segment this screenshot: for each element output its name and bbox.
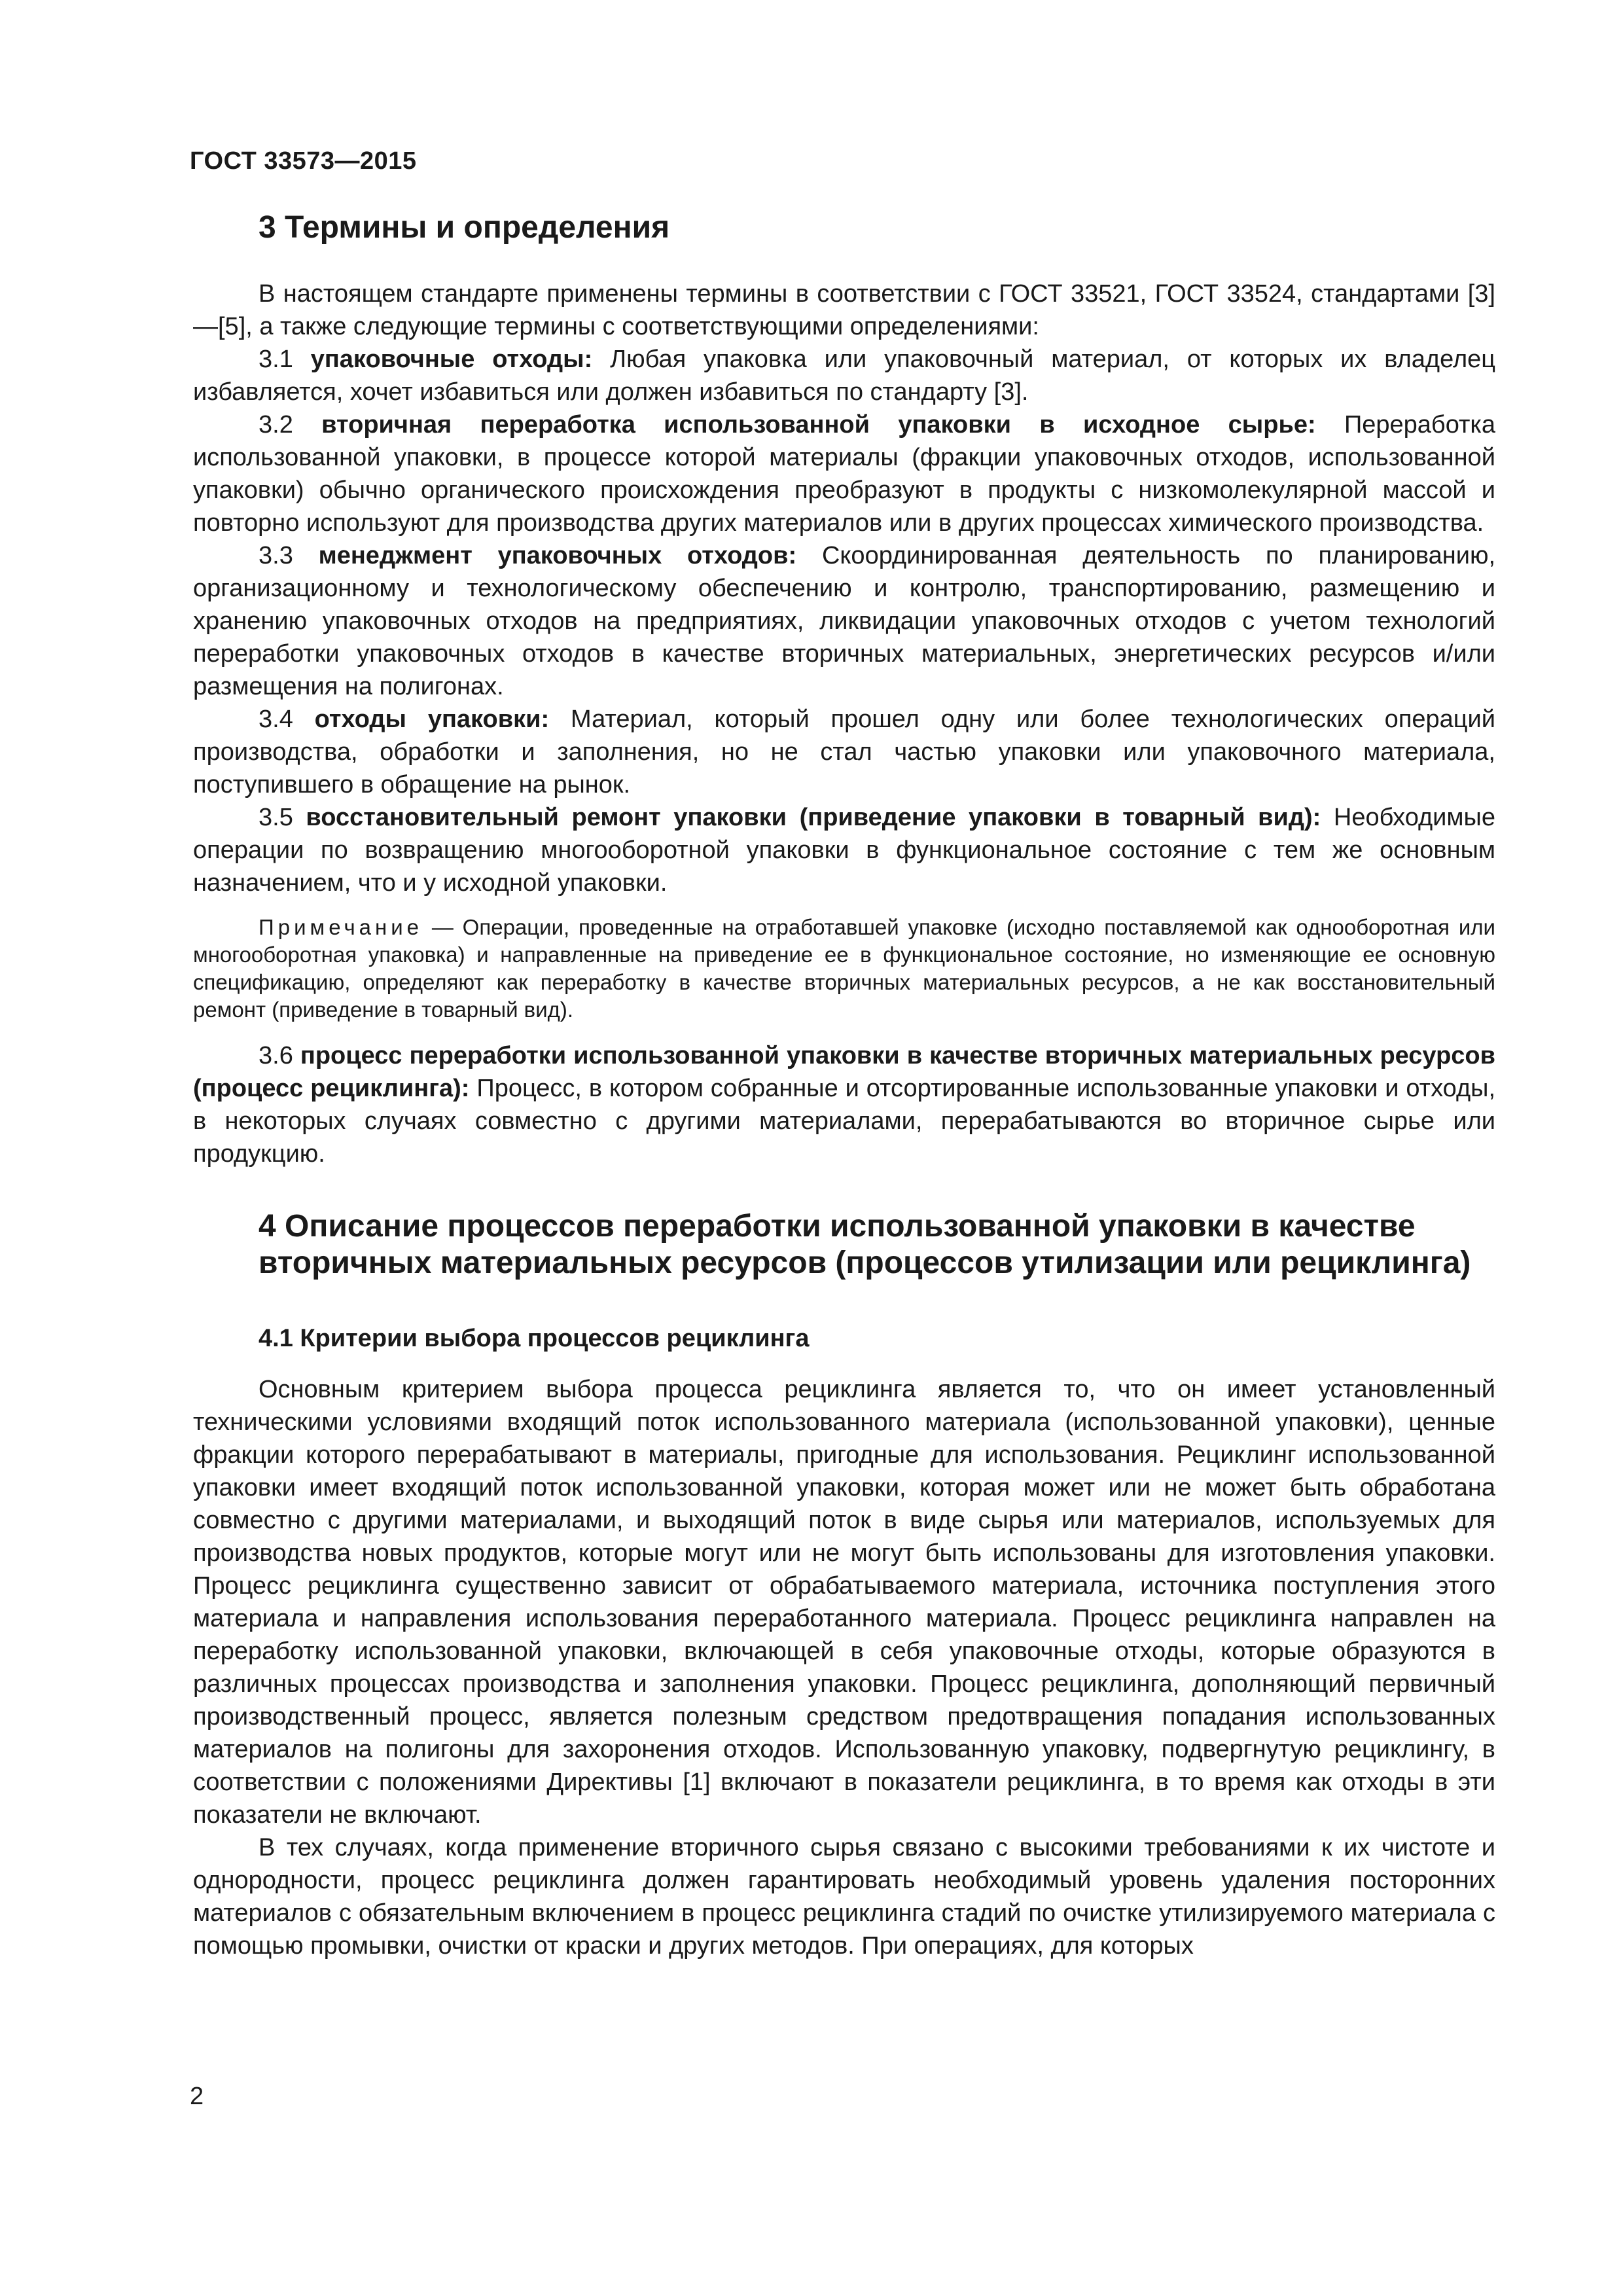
note-label: Примечание — [259, 915, 423, 939]
term-definition: Любая упаковка или упаковочный материал, от которых их владелец избавляется, хочет избавиться или должен избавиться по стандарту [3]. — [193, 346, 1496, 406]
term-definition: Переработка использованной упаковки, в процессе которой материалы (фракции упаковочных отходов, использованной упаковки) обычно органического происхождения преобразуют в продукты с низкомолекулярной массой и повторно используют для производства других материалов или в других процессах химического производства. — [193, 411, 1495, 537]
page-content — [193, 209, 1495, 1962]
term-3-1 — [193, 343, 1495, 408]
term-definition: Процесс, в котором собранные и отсортированные использованные упаковки и отходы, в некоторых случаях совместно с другими материалами, перерабатываются во вторичное сырье или продукцию. — [193, 1075, 1496, 1168]
term-number: 3.5 — [259, 804, 293, 831]
term-number: 3.1 — [259, 346, 293, 373]
section-4-1-title: 4.1 Критерии выбора процессов рециклинга — [259, 1325, 810, 1352]
term-number: 3.3 — [259, 542, 293, 569]
document-id: ГОСТ 33573—2015 — [190, 147, 417, 175]
term-3-4 — [193, 703, 1495, 801]
section-3-intro: В настоящем стандарте применены термины в соответствии с ГОСТ 33521, ГОСТ 33524, стандартами [3]—[5], а также следующие термины с соответствующими определениями: — [193, 280, 1495, 340]
term-name: процесс переработки использованной упаковки в качестве вторичных материальных ресурсов (процесс рециклинга): — [193, 1042, 1495, 1102]
note — [193, 914, 1495, 1024]
term-name: вторичная переработка использованной упаковки в исходное сырье: — [321, 411, 1316, 439]
term-definition: Необходимые операции по возвращению многооборотной упаковки в функциональное состояние с тем же основным назначением, что и у исходной упаковки. — [193, 804, 1495, 897]
section-4-1-paragraph: Основным критерием выбора процесса рециклинга является то, что он имеет установленный техническими условиями входящий поток использованного материала (использованной упаковки), ценные фракции которого перерабатывают в материалы, пригодные для использования. Рециклинг использованной упаковки имеет входящий поток использованной упаковки, которая может или не может быть обработана совместно с другими материалами, и выходящий поток в виде сырья или материалов, используемых для производства новых продуктов, которые могут или не могут быть использованы для изготовления упаковки. Процесс рециклинга существенно зависит от обрабатываемого материала, источника поступления этого материала и направления использования переработанного материала. Процесс рециклинга направлен на переработку использованной упаковки, включающей в себя упаковочные отходы, которые образуются в различных процессах производства и заполнения упаковки. Процесс рециклинга, дополняющий первичный производственный процесс, является полезным средством предотвращения попадания использованных материалов на полигоны для захоронения отходов. Использованную упаковку, подвергнутую рециклингу, в соответствии с положениями Директивы [1] включают в показатели рециклинга, в то время как отходы в эти показатели не включают. — [193, 1376, 1495, 1829]
term-name: упаковочные отходы: — [310, 346, 593, 373]
term-3-3 — [193, 539, 1495, 703]
term-number: 3.4 — [259, 706, 293, 733]
page-number: 2 — [190, 2083, 204, 2110]
term-definition: Материал, который прошел одну или более технологических операций производства, обработки и заполнения, но не стал частью упаковки или упаковочного материала, поступившего в обращение на рынок. — [193, 706, 1496, 798]
note-text: — Операции, проведенные на отработавшей упаковке (исходно поставляемой как однооборотная или многооборотная упаковка) и направленные на приведение ее в функциональное состояние, но изменяющие ее основную спецификацию, определяют как переработку в качестве вторичных материальных ресурсов, а не как восстановительный ремонт (приведение в товарный вид). — [193, 915, 1495, 1022]
term-definition: Скоординированная деятельность по планированию, организационному и технологическому обеспечению и контролю, транспортированию, размещению и хранению упаковочных отходов на предприятиях, ликвидации упаковочных отходов с учетом технологий переработки упаковочных отходов в качестве вторичных материальных, энергетических ресурсов и/или размещения на полигонах. — [193, 542, 1495, 700]
term-number: 3.6 — [259, 1042, 293, 1069]
section-4-1-paragraph: В тех случаях, когда применение вторичного сырья связано с высокими требованиями к их чистоте и однородности, процесс рециклинга должен гарантировать необходимый уровень удаления посторонних материалов с обязательным включением в процесс рециклинга стадий по очистке утилизируемого материала с помощью промывки, очистки от краски и других методов. При операциях, для которых — [193, 1834, 1495, 1960]
term-number: 3.2 — [259, 411, 293, 439]
term-name: менеджмент упаковочных отходов: — [318, 542, 797, 569]
section-4-title: 4 Описание процессов переработки использованной упаковки в качестве вторичных материальных ресурсов (процессов утилизации или рециклинга) — [259, 1209, 1471, 1280]
term-name: отходы упаковки: — [314, 706, 550, 733]
term-3-6 — [193, 1039, 1495, 1170]
term-3-5 — [193, 801, 1495, 899]
section-3-title: 3 Термины и определения — [259, 210, 670, 245]
term-name: восстановительный ремонт упаковки (приведение упаковки в товарный вид): — [306, 804, 1321, 831]
term-3-2 — [193, 408, 1495, 539]
